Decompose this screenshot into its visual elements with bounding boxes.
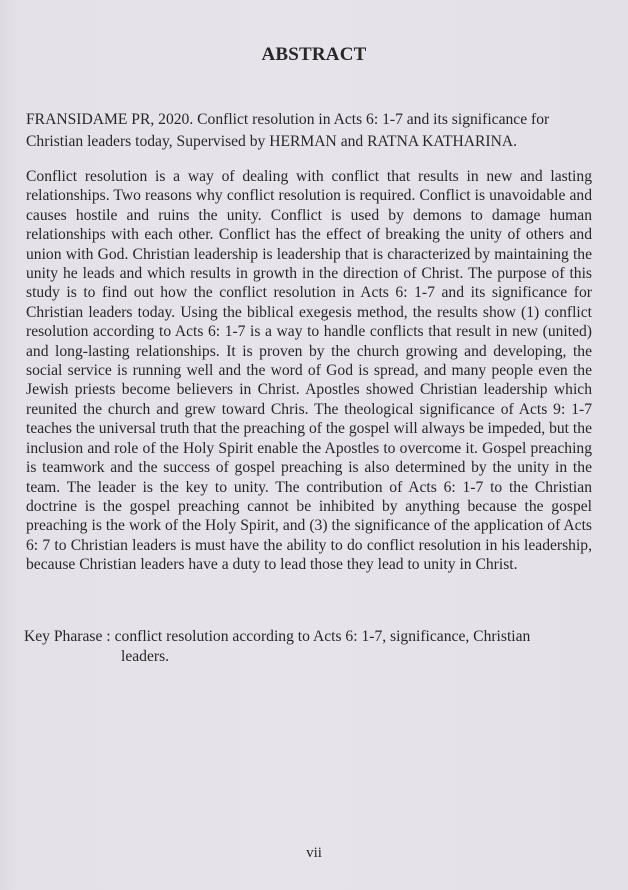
abstract-body: Conflict resolution is a way of dealing with conflict that results in new and lasting relationships. Two reasons why conflict resolution is required. Conflict is unavoidable and causes hostile and ruins the unity. Conflict is used by demons to damage human relationships with each other. Conflict has the effect of breaking the unity of others and union with God. Christian leadership is leadership that is characterized by maintaining the unity he leads and which results in growth in the direction of Christ. The purpose of this study is to find out how the conflict resolution in Acts 6: 1-7 and its significance for Christian leaders today. Using the biblical exegesis method, the results show (1) conflict resolution according to Acts 6: 1-7 is a way to handle conflicts that result in new (united) and long-lasting relationships. It is proven by the church growing and developing, the social service is running well and the word of God is spread, and many people even the Jewish priests become believers in Christ. Apostles showed Christian leadership which reunited the church and grew toward Chris. The theological significance of Acts 9: 1-7 teaches the universal truth that the preaching of the gospel will always be impeded, but the inclusion and role of the Holy Spirit enable the Apostles to overcome it. Gospel preaching is teamwork and the success of gospel preaching is also determined by the unity in the team. The leader is the key to unity. The contribution of Acts 6: 1-7 to the Christian doctrine is the gospel preaching cannot be inhibited by anything because the gospel preaching is the work of the Holy Spirit, and (3) the significance of the application of Acts 6: 7 to Christian leaders is must have the ability to do conflict resolution in his leadership, because Christian leaders have a duty to lead those they lead to unity in Christ.: [26, 168, 592, 574]
keywords-section: [24, 627, 584, 667]
keywords-label: Key Pharase :: [24, 628, 111, 645]
keywords-continuation: leaders.: [121, 648, 170, 665]
citation-paragraph: FRANSIDAME PR, 2020. Conflict resolution in Acts 6: 1-7 and its significance for Christian leaders today, Supervised by HERMAN and RATNA KATHARINA.: [26, 111, 550, 150]
keywords-values: conflict resolution according to Acts 6: 1-7, significance, Christian: [114, 628, 531, 645]
keywords-row: [24, 627, 584, 647]
abstract-title: ABSTRACT: [261, 44, 367, 65]
page-number: vii: [306, 845, 322, 861]
